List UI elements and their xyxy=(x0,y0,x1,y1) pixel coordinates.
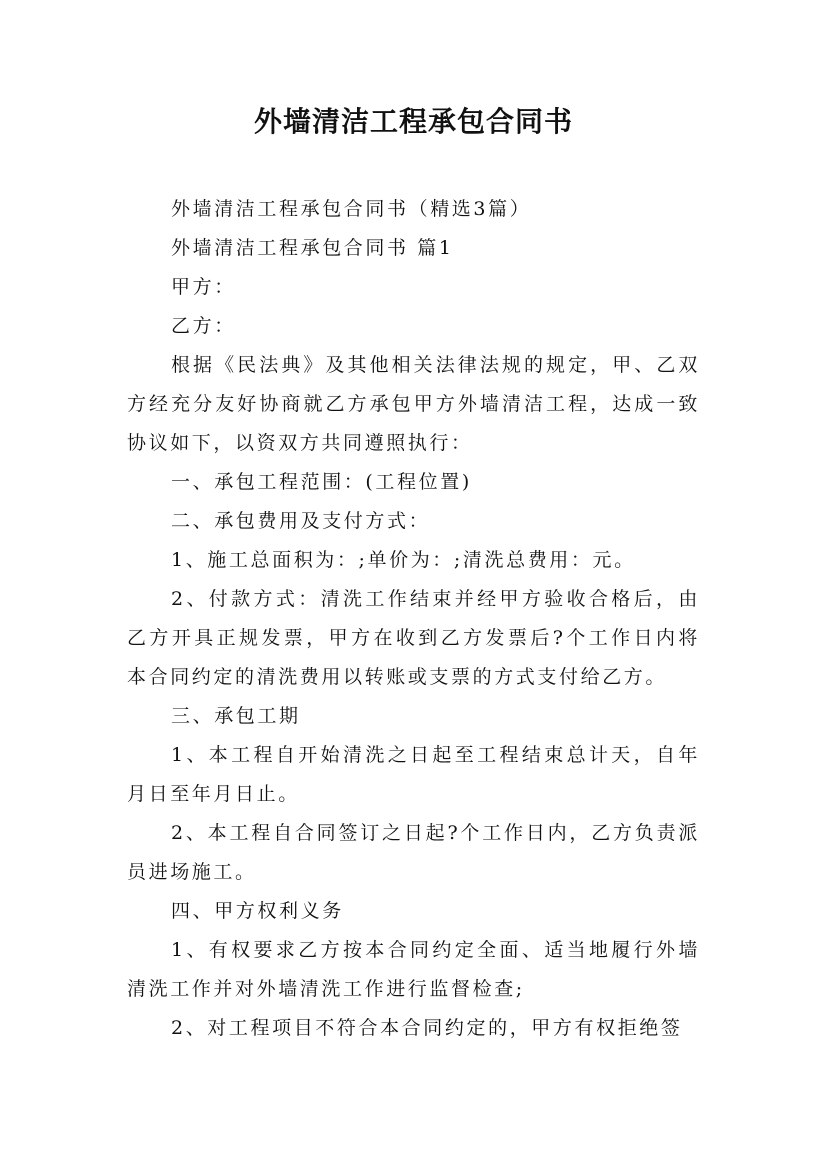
paragraph-clause-3-1: 1、本工程自开始清洗之日起至工程结束总计天，自年月日至年月日止。 xyxy=(127,744,700,805)
paragraph-party-b: 乙方： xyxy=(171,315,236,337)
paragraph-clause-4-1: 1、有权要求乙方按本合同约定全面、适当地履行外墙清洗工作并对外墙清洗工作进行监督检查; xyxy=(127,939,700,1000)
paragraph-clause-2: 二、承包费用及支付方式： xyxy=(171,510,431,532)
paragraph-clause-2-2: 2、付款方式：清洗工作结束并经甲方验收合格后，由乙方开具正规发票，甲方在收到乙方发票后?个工作日内将本合同约定的清洗费用以转账或支票的方式支付给乙方。 xyxy=(127,588,700,688)
paragraph-clause-1: 一、承包工程范围：(工程位置) xyxy=(171,471,472,493)
paragraph-preamble: 根据《民法典》及其他相关法律法规的规定，甲、乙双方经充分友好协商就乙方承包甲方外墙清洁工程，达成一致协议如下，以资双方共同遵照执行： xyxy=(127,354,700,454)
paragraph-clause-3: 三、承包工期 xyxy=(171,705,301,727)
paragraph-clause-3-2: 2、本工程自合同签订之日起?个工作日内，乙方负责派员进场施工。 xyxy=(127,822,700,883)
paragraph-subtitle: 外墙清洁工程承包合同书（精选3篇） xyxy=(171,198,532,220)
paragraph-clause-4-2: 2、对工程项目不符合本合同约定的，甲方有权拒绝签 xyxy=(171,1017,683,1039)
document-body xyxy=(127,190,700,1048)
paragraph-clause-4: 四、甲方权利义务 xyxy=(171,900,344,922)
paragraph-clause-2-1: 1、施工总面积为：;单价为：;清洗总费用：元。 xyxy=(171,549,636,571)
document-title: 外墙清洁工程承包合同书 xyxy=(253,105,573,138)
paragraph-party-a: 甲方： xyxy=(171,276,236,298)
paragraph-section-heading: 外墙清洁工程承包合同书 篇1 xyxy=(171,237,454,259)
